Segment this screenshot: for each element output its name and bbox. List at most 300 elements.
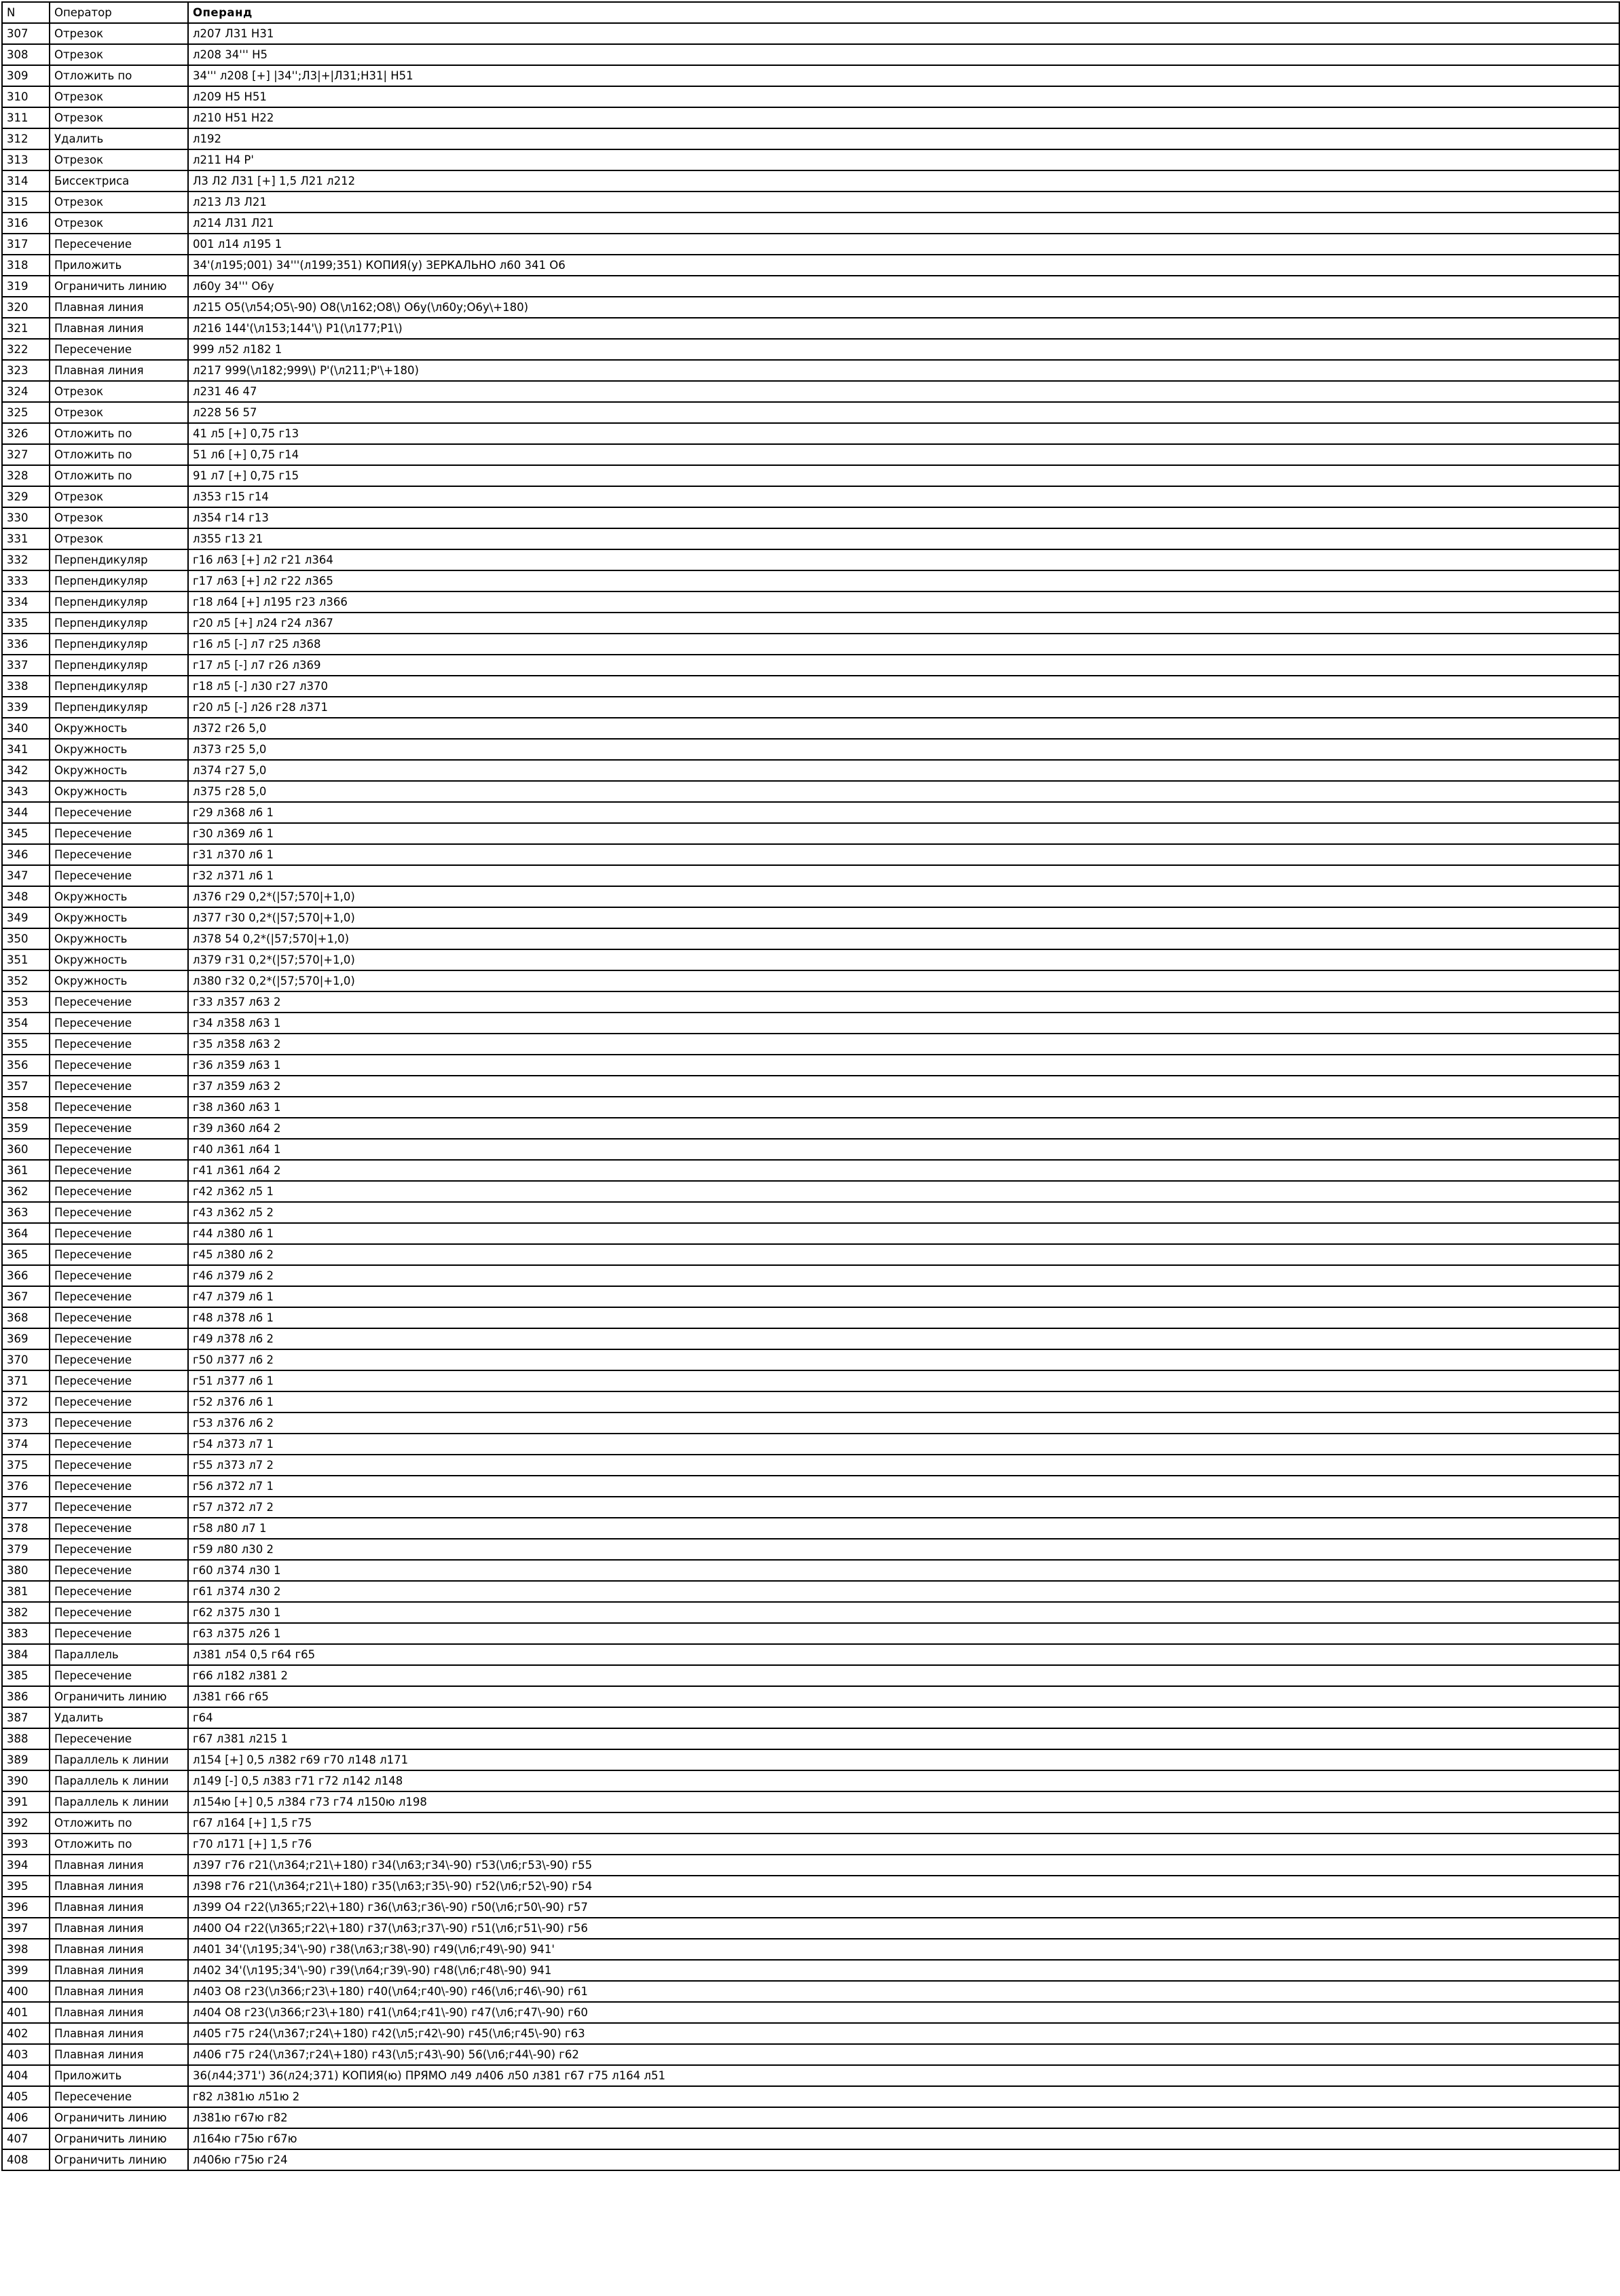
cell-number: 313 [2, 149, 50, 170]
cell-number: 340 [2, 718, 50, 739]
cell-operand: л406ю г75ю г24 [188, 2149, 1619, 2170]
table-row [2, 1413, 1619, 1434]
cell-operand: г32 л371 л6 1 [188, 865, 1619, 886]
header-operator: Оператор [50, 2, 188, 23]
table-row [2, 1097, 1619, 1118]
cell-operand: 999 л52 л182 1 [188, 339, 1619, 360]
cell-number: 331 [2, 528, 50, 549]
table-row [2, 865, 1619, 886]
cell-operator: Отрезок [50, 213, 188, 234]
table-row [2, 234, 1619, 255]
cell-operator: Приложить [50, 255, 188, 276]
table-row [2, 2044, 1619, 2065]
cell-operand: г48 л378 л6 1 [188, 1307, 1619, 1328]
cell-number: 380 [2, 1560, 50, 1581]
cell-operator: Окружность [50, 886, 188, 907]
table-row [2, 949, 1619, 970]
cell-number: 371 [2, 1370, 50, 1391]
cell-operator: Перпендикуляр [50, 697, 188, 718]
cell-operator: Пересечение [50, 1097, 188, 1118]
cell-operator: Пересечение [50, 1560, 188, 1581]
cell-number: 335 [2, 613, 50, 634]
table-row [2, 823, 1619, 844]
cell-number: 385 [2, 1665, 50, 1686]
cell-operand: г49 л378 л6 2 [188, 1328, 1619, 1349]
cell-operand: л398 г76 г21(\л364;г21\+180) г35(\л63;г35\-90) г52(\л6;г52\-90) г54 [188, 1876, 1619, 1897]
table-row [2, 465, 1619, 486]
cell-number: 352 [2, 970, 50, 991]
table-row [2, 1286, 1619, 1307]
cell-operator: Плавная линия [50, 1855, 188, 1876]
table-row [2, 1960, 1619, 1981]
cell-number: 347 [2, 865, 50, 886]
cell-operator: Перпендикуляр [50, 613, 188, 634]
table-row [2, 1665, 1619, 1686]
cell-operator: Пересечение [50, 2086, 188, 2107]
table-row [2, 718, 1619, 739]
cell-operator: Удалить [50, 1707, 188, 1728]
cell-operator: Отрезок [50, 86, 188, 107]
cell-number: 398 [2, 1939, 50, 1960]
cell-operand: г18 л64 [+] л195 г23 л366 [188, 591, 1619, 613]
table-row [2, 970, 1619, 991]
cell-operand: л401 34'(\л195;34'\-90) г38(\л63;г38\-90) г49(\л6;г49\-90) 941' [188, 1939, 1619, 1960]
cell-operand: л207 Л31 Н31 [188, 23, 1619, 44]
table-row [2, 2065, 1619, 2086]
cell-operand: л376 г29 0,2*(|57;570|+1,0) [188, 886, 1619, 907]
cell-operand: г55 л373 л7 2 [188, 1455, 1619, 1476]
cell-operator: Отложить по [50, 465, 188, 486]
table-row [2, 1623, 1619, 1644]
table-row [2, 1812, 1619, 1834]
cell-operand: г18 л5 [-] л30 г27 л370 [188, 676, 1619, 697]
table-row [2, 613, 1619, 634]
cell-operator: Плавная линия [50, 1960, 188, 1981]
cell-operand: 34'(л195;001) 34'''(л199;351) КОПИЯ(у) ЗЕРКАЛЬНО л60 341 О6 [188, 255, 1619, 276]
cell-operator: Пересечение [50, 1728, 188, 1749]
table-row [2, 907, 1619, 928]
cell-operator: Отложить по [50, 423, 188, 444]
cell-number: 350 [2, 928, 50, 949]
table-row [2, 844, 1619, 865]
table-body [2, 23, 1619, 2170]
cell-operand: г53 л376 л6 2 [188, 1413, 1619, 1434]
cell-operand: г47 л379 л6 1 [188, 1286, 1619, 1307]
cell-operator: Отрезок [50, 44, 188, 65]
cell-operator: Плавная линия [50, 1981, 188, 2002]
cell-number: 349 [2, 907, 50, 928]
cell-operand: г41 л361 л64 2 [188, 1160, 1619, 1181]
cell-operator: Пересечение [50, 823, 188, 844]
cell-operand: л400 О4 г22(\л365;г22\+180) г37(\л63;г37\-90) г51(\л6;г51\-90) г56 [188, 1918, 1619, 1939]
table-row [2, 360, 1619, 381]
cell-number: 378 [2, 1518, 50, 1539]
cell-number: 318 [2, 255, 50, 276]
cell-operand: л208 34''' Н5 [188, 44, 1619, 65]
cell-operand: л406 г75 г24(\л367;г24\+180) г43(\л5;г43\-90) 56(\л6;г44\-90) г62 [188, 2044, 1619, 2065]
cell-operator: Пересечение [50, 1223, 188, 1244]
cell-operator: Пересечение [50, 234, 188, 255]
cell-operand: г63 л375 л26 1 [188, 1623, 1619, 1644]
cell-operator: Пересечение [50, 1602, 188, 1623]
table-row [2, 1181, 1619, 1202]
cell-number: 325 [2, 402, 50, 423]
cell-operator: Ограничить линию [50, 2107, 188, 2128]
table-row [2, 1202, 1619, 1223]
table-row [2, 86, 1619, 107]
table-row [2, 297, 1619, 318]
cell-operator: Отрезок [50, 192, 188, 213]
table-row [2, 65, 1619, 86]
cell-operator: Отрезок [50, 149, 188, 170]
cell-operator: Плавная линия [50, 1939, 188, 1960]
cell-number: 370 [2, 1349, 50, 1370]
table-row [2, 1118, 1619, 1139]
table-row [2, 591, 1619, 613]
cell-operand: г51 л377 л6 1 [188, 1370, 1619, 1391]
cell-operand: л377 г30 0,2*(|57;570|+1,0) [188, 907, 1619, 928]
table-row [2, 128, 1619, 149]
cell-operand: л374 г27 5,0 [188, 760, 1619, 781]
cell-operator: Отрезок [50, 507, 188, 528]
cell-number: 383 [2, 1623, 50, 1644]
operations-table [1, 1, 1620, 2171]
cell-operator: Перпендикуляр [50, 655, 188, 676]
table-row [2, 1307, 1619, 1328]
cell-number: 395 [2, 1876, 50, 1897]
cell-number: 315 [2, 192, 50, 213]
cell-operand: 34''' л208 [+] |34'';Л3|+|Л31;Н31| Н51 [188, 65, 1619, 86]
header-number: N [2, 2, 50, 23]
table-row [2, 1139, 1619, 1160]
cell-number: 338 [2, 676, 50, 697]
cell-operand: г66 л182 л381 2 [188, 1665, 1619, 1686]
cell-operator: Плавная линия [50, 1918, 188, 1939]
table-row [2, 276, 1619, 297]
cell-operand: г54 л373 л7 1 [188, 1434, 1619, 1455]
table-row [2, 634, 1619, 655]
cell-number: 382 [2, 1602, 50, 1623]
cell-number: 314 [2, 170, 50, 192]
cell-number: 364 [2, 1223, 50, 1244]
table-row [2, 1707, 1619, 1728]
cell-operand: л380 г32 0,2*(|57;570|+1,0) [188, 970, 1619, 991]
table-row [2, 1770, 1619, 1791]
cell-operand: л354 г14 г13 [188, 507, 1619, 528]
cell-number: 330 [2, 507, 50, 528]
cell-number: 322 [2, 339, 50, 360]
cell-operator: Пересечение [50, 1623, 188, 1644]
cell-operator: Пересечение [50, 1349, 188, 1370]
cell-operand: г16 л5 [-] л7 г25 л368 [188, 634, 1619, 655]
cell-operand: г50 л377 л6 2 [188, 1349, 1619, 1370]
table-row [2, 886, 1619, 907]
table-row [2, 781, 1619, 802]
cell-operator: Биссектриса [50, 170, 188, 192]
cell-number: 312 [2, 128, 50, 149]
cell-operand: л397 г76 г21(\л364;г21\+180) г34(\л63;г34\-90) г53(\л6;г53\-90) г55 [188, 1855, 1619, 1876]
cell-operand: г37 л359 л63 2 [188, 1076, 1619, 1097]
cell-number: 329 [2, 486, 50, 507]
cell-number: 326 [2, 423, 50, 444]
table-row [2, 2149, 1619, 2170]
table-row [2, 2128, 1619, 2149]
cell-operand: л381 г66 г65 [188, 1686, 1619, 1707]
table-row [2, 991, 1619, 1013]
cell-number: 307 [2, 23, 50, 44]
cell-operator: Плавная линия [50, 297, 188, 318]
cell-operand: л192 [188, 128, 1619, 149]
cell-operator: Ограничить линию [50, 276, 188, 297]
cell-operand: л228 56 57 [188, 402, 1619, 423]
table-row [2, 1434, 1619, 1455]
cell-operator: Приложить [50, 2065, 188, 2086]
cell-operator: Плавная линия [50, 2002, 188, 2023]
cell-number: 308 [2, 44, 50, 65]
cell-operand: л149 [-] 0,5 л383 г71 г72 л142 л148 [188, 1770, 1619, 1791]
cell-operator: Отложить по [50, 1834, 188, 1855]
cell-operand: л404 О8 г23(\л366;г23\+180) г41(\л64;г41\-90) г47(\л6;г47\-90) г60 [188, 2002, 1619, 2023]
cell-operand: г67 л381 л215 1 [188, 1728, 1619, 1749]
cell-operand: г56 л372 л7 1 [188, 1476, 1619, 1497]
cell-operator: Перпендикуляр [50, 570, 188, 591]
cell-operator: Пересечение [50, 1076, 188, 1097]
cell-operand: г39 л360 л64 2 [188, 1118, 1619, 1139]
table-row [2, 318, 1619, 339]
header-row [2, 2, 1619, 23]
cell-number: 327 [2, 444, 50, 465]
table-row [2, 1349, 1619, 1370]
cell-operand: л403 О8 г23(\л366;г23\+180) г40(\л64;г40\-90) г46(\л6;г46\-90) г61 [188, 1981, 1619, 2002]
cell-number: 342 [2, 760, 50, 781]
cell-operator: Пересечение [50, 802, 188, 823]
cell-operator: Отрезок [50, 23, 188, 44]
cell-operator: Пересечение [50, 1539, 188, 1560]
cell-number: 351 [2, 949, 50, 970]
table-row [2, 402, 1619, 423]
cell-operand: г20 л5 [-] л26 г28 л371 [188, 697, 1619, 718]
cell-operator: Пересечение [50, 1118, 188, 1139]
cell-operand: г31 л370 л6 1 [188, 844, 1619, 865]
cell-number: 355 [2, 1034, 50, 1055]
cell-operator: Пересечение [50, 1434, 188, 1455]
cell-operator: Отложить по [50, 65, 188, 86]
cell-number: 406 [2, 2107, 50, 2128]
cell-number: 357 [2, 1076, 50, 1097]
cell-number: 343 [2, 781, 50, 802]
cell-operator: Пересечение [50, 991, 188, 1013]
cell-operand: г38 л360 л63 1 [188, 1097, 1619, 1118]
cell-operand: 91 л7 [+] 0,75 г15 [188, 465, 1619, 486]
cell-operator: Удалить [50, 128, 188, 149]
table-row [2, 2086, 1619, 2107]
cell-number: 309 [2, 65, 50, 86]
cell-number: 362 [2, 1181, 50, 1202]
cell-operand: г52 л376 л6 1 [188, 1391, 1619, 1413]
cell-number: 346 [2, 844, 50, 865]
table-row [2, 1055, 1619, 1076]
header-operand: Операнд [188, 2, 1619, 23]
cell-number: 333 [2, 570, 50, 591]
table-row [2, 760, 1619, 781]
cell-operator: Отрезок [50, 107, 188, 128]
table-row [2, 1539, 1619, 1560]
cell-number: 402 [2, 2023, 50, 2044]
cell-operand: л154 [+] 0,5 л382 г69 г70 л148 л171 [188, 1749, 1619, 1770]
cell-operator: Параллель [50, 1644, 188, 1665]
cell-operand: г33 л357 л63 2 [188, 991, 1619, 1013]
cell-operator: Окружность [50, 739, 188, 760]
cell-operand: г82 л381ю л51ю 2 [188, 2086, 1619, 2107]
cell-number: 354 [2, 1013, 50, 1034]
cell-operator: Перпендикуляр [50, 549, 188, 570]
cell-operator: Пересечение [50, 1307, 188, 1328]
cell-operand: л399 О4 г22(\л365;г22\+180) г36(\л63;г36\-90) г50(\л6;г50\-90) г57 [188, 1897, 1619, 1918]
table-row [2, 2023, 1619, 2044]
cell-number: 407 [2, 2128, 50, 2149]
cell-number: 408 [2, 2149, 50, 2170]
cell-number: 316 [2, 213, 50, 234]
table-row [2, 1013, 1619, 1034]
cell-operator: Плавная линия [50, 318, 188, 339]
table-row [2, 1455, 1619, 1476]
cell-number: 328 [2, 465, 50, 486]
cell-operand: 001 л14 л195 1 [188, 234, 1619, 255]
cell-number: 388 [2, 1728, 50, 1749]
cell-operand: л231 46 47 [188, 381, 1619, 402]
table-row [2, 1034, 1619, 1055]
table-row [2, 928, 1619, 949]
table-row [2, 44, 1619, 65]
cell-operator: Параллель к линии [50, 1791, 188, 1812]
cell-operand: л216 144'(\л153;144'\) Р1(\л177;Р1\) [188, 318, 1619, 339]
table-row [2, 697, 1619, 718]
cell-number: 345 [2, 823, 50, 844]
cell-number: 319 [2, 276, 50, 297]
cell-operator: Плавная линия [50, 1876, 188, 1897]
cell-operator: Окружность [50, 949, 188, 970]
cell-operand: г17 л5 [-] л7 г26 л369 [188, 655, 1619, 676]
table-row [2, 1855, 1619, 1876]
cell-operand: л372 г26 5,0 [188, 718, 1619, 739]
cell-operator: Плавная линия [50, 2044, 188, 2065]
cell-operator: Пересечение [50, 1455, 188, 1476]
cell-number: 389 [2, 1749, 50, 1770]
cell-operand: л211 Н4 Р' [188, 149, 1619, 170]
cell-number: 320 [2, 297, 50, 318]
cell-operand: г59 л80 л30 2 [188, 1539, 1619, 1560]
table-row [2, 339, 1619, 360]
cell-number: 363 [2, 1202, 50, 1223]
cell-operator: Пересечение [50, 1497, 188, 1518]
cell-number: 374 [2, 1434, 50, 1455]
cell-operator: Пересечение [50, 1181, 188, 1202]
cell-number: 358 [2, 1097, 50, 1118]
table-row [2, 170, 1619, 192]
cell-operator: Плавная линия [50, 2023, 188, 2044]
cell-operator: Пересечение [50, 1244, 188, 1265]
table-row [2, 1791, 1619, 1812]
cell-operand: л213 Л3 Л21 [188, 192, 1619, 213]
cell-number: 397 [2, 1918, 50, 1939]
cell-number: 321 [2, 318, 50, 339]
cell-number: 360 [2, 1139, 50, 1160]
cell-number: 393 [2, 1834, 50, 1855]
table-row [2, 1160, 1619, 1181]
cell-operand: г20 л5 [+] л24 г24 л367 [188, 613, 1619, 634]
cell-operator: Параллель к линии [50, 1770, 188, 1791]
cell-operand: г70 л171 [+] 1,5 г76 [188, 1834, 1619, 1855]
cell-operator: Параллель к линии [50, 1749, 188, 1770]
cell-operand: л373 г25 5,0 [188, 739, 1619, 760]
table-row [2, 1749, 1619, 1770]
cell-number: 353 [2, 991, 50, 1013]
cell-number: 339 [2, 697, 50, 718]
cell-number: 403 [2, 2044, 50, 2065]
table-row [2, 1918, 1619, 1939]
cell-number: 390 [2, 1770, 50, 1791]
cell-operand: л209 Н5 Н51 [188, 86, 1619, 107]
cell-number: 361 [2, 1160, 50, 1181]
cell-operand: г64 [188, 1707, 1619, 1728]
cell-operator: Отрезок [50, 486, 188, 507]
cell-number: 310 [2, 86, 50, 107]
cell-number: 341 [2, 739, 50, 760]
cell-number: 399 [2, 1960, 50, 1981]
cell-operand: г42 л362 л5 1 [188, 1181, 1619, 1202]
table-row [2, 739, 1619, 760]
cell-operator: Плавная линия [50, 1897, 188, 1918]
table-row [2, 1728, 1619, 1749]
cell-number: 405 [2, 2086, 50, 2107]
cell-operator: Окружность [50, 907, 188, 928]
cell-operand: Л3 Л2 Л31 [+] 1,5 Л21 л212 [188, 170, 1619, 192]
cell-operand: 51 л6 [+] 0,75 г14 [188, 444, 1619, 465]
cell-operator: Перпендикуляр [50, 591, 188, 613]
table-row [2, 1834, 1619, 1855]
cell-operand: л405 г75 г24(\л367;г24\+180) г42(\л5;г42\-90) г45(\л6;г45\-90) г63 [188, 2023, 1619, 2044]
cell-number: 396 [2, 1897, 50, 1918]
table-row [2, 2107, 1619, 2128]
cell-operand: г61 л374 л30 2 [188, 1581, 1619, 1602]
table-row [2, 2002, 1619, 2023]
cell-operator: Пересечение [50, 1391, 188, 1413]
cell-number: 366 [2, 1265, 50, 1286]
cell-number: 332 [2, 549, 50, 570]
cell-number: 391 [2, 1791, 50, 1812]
cell-operator: Пересечение [50, 1665, 188, 1686]
cell-operand: г34 л358 л63 1 [188, 1013, 1619, 1034]
table-row [2, 1497, 1619, 1518]
table-row [2, 1939, 1619, 1960]
cell-operand: г17 л63 [+] л2 г22 л365 [188, 570, 1619, 591]
cell-number: 394 [2, 1855, 50, 1876]
table-row [2, 802, 1619, 823]
cell-number: 375 [2, 1455, 50, 1476]
cell-operator: Отрезок [50, 528, 188, 549]
table-row [2, 676, 1619, 697]
cell-operator: Пересечение [50, 1034, 188, 1055]
cell-operator: Пересечение [50, 1413, 188, 1434]
cell-operand: л381 л54 0,5 г64 г65 [188, 1644, 1619, 1665]
table-row [2, 1265, 1619, 1286]
cell-operator: Пересечение [50, 1476, 188, 1497]
cell-number: 356 [2, 1055, 50, 1076]
cell-number: 348 [2, 886, 50, 907]
cell-operator: Пересечение [50, 1265, 188, 1286]
table-row [2, 1560, 1619, 1581]
cell-operator: Окружность [50, 718, 188, 739]
